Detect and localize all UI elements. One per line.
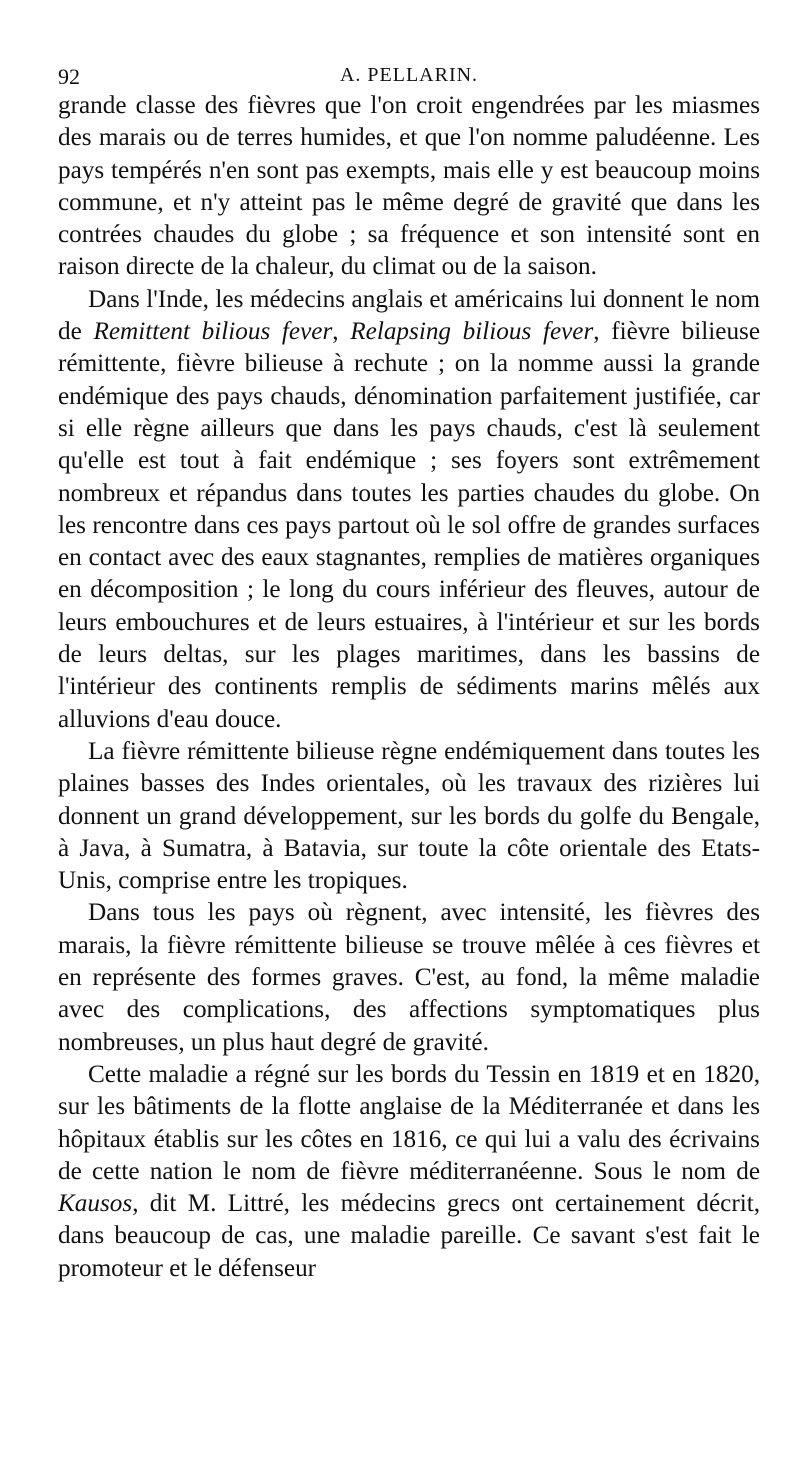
italic-term: Remittent bilious fever — [93, 318, 333, 346]
paragraph-text: , fièvre bilieuse rémittente, fièvre bilieuse à rechute ; on la nomme aussi la grande endémique des pays chauds, dénomination parfaitement justifiée, car si elle règne ailleurs que dans les pays chauds, c'est là seulement qu'elle est tout à fait endémique ; ses foyers sont extrêmement nombreux et répandus dans toutes les parties chaudes du globe. On les rencontre dans ces pays partout où le sol offre de grandes surfaces en contact avec des eaux stagnantes, remplies de matières organiques en décomposition ; le long du cours inférieur des fleuves, autour de leurs embouchures et de leurs estuaires, à l'intérieur et sur les bords de leurs deltas, sur les plages maritimes, dans les bassins de l'intérieur des continents remplis de sédiments marins mêlés aux alluvions d'eau douce. — [58, 318, 761, 733]
italic-term: Kausos — [58, 1190, 133, 1218]
paragraph — [58, 1059, 760, 1285]
paragraph-text: La fièvre rémittente bilieuse règne endémiquement dans toutes les plaines basses des Indes orientales, où les travaux des rizières lui donnent un grand développement, sur les bords du golfe du Bengale, à Java, à Sumatra, à Batavia, sur toute la côte orientale des Etats-Unis, comprise entre les tropiques. — [58, 737, 760, 895]
paragraph-text: grande classe des fièvres que l'on croit engendrées par les miasmes des marais ou de terres humides, et que l'on nomme paludéenne. Les pays tempérés n'en sont pas exempts, mais elle y est beaucoup moins commune, et n'y atteint pas le même degré de gravité que dans les contrées chaudes du globe ; sa fréquence et son intensité sont en raison directe de la chaleur, du climat ou de la saison. — [58, 92, 760, 281]
paragraph-text: , dit M. Littré, les médecins grecs ont certainement décrit, dans beaucoup de cas, une maladie pareille. Ce savant s'est fait le promoteur et le défenseur — [58, 1190, 760, 1282]
paragraph-continuation — [58, 90, 760, 284]
body-text — [58, 90, 760, 1285]
book-page — [58, 56, 760, 1285]
page-number: 92 — [58, 64, 80, 89]
paragraph — [58, 897, 760, 1058]
paragraph — [58, 736, 760, 897]
page-header — [58, 56, 760, 90]
paragraph-text: Dans l'Inde, les médecins anglais et américains lui donnent le nom de — [58, 285, 760, 346]
running-head: A. PELLARIN. — [339, 64, 479, 86]
paragraph — [58, 284, 760, 736]
paragraph-text: Cette maladie a régné sur les bords du Tessin en 1819 et en 1820, sur les bâtiments de la flotte anglaise de la Méditerranée et dans les hôpitaux établis sur les côtes en 1816, ce qui lui a valu des écrivains de cette nation le nom de fièvre méditerranéenne. Sous le nom de — [58, 1060, 760, 1185]
paragraph-text: , — [332, 318, 351, 346]
italic-term: Relapsing bilious fever — [350, 318, 594, 346]
paragraph-text: Dans tous les pays où règnent, avec intensité, les fièvres des marais, la fièvre rémittente bilieuse se trouve mêlée à ces fièvres et en représente des formes graves. C'est, au fond, la même maladie avec des complications, des affections symptomatiques plus nombreuses, un plus haut degré de gravité. — [58, 899, 760, 1056]
